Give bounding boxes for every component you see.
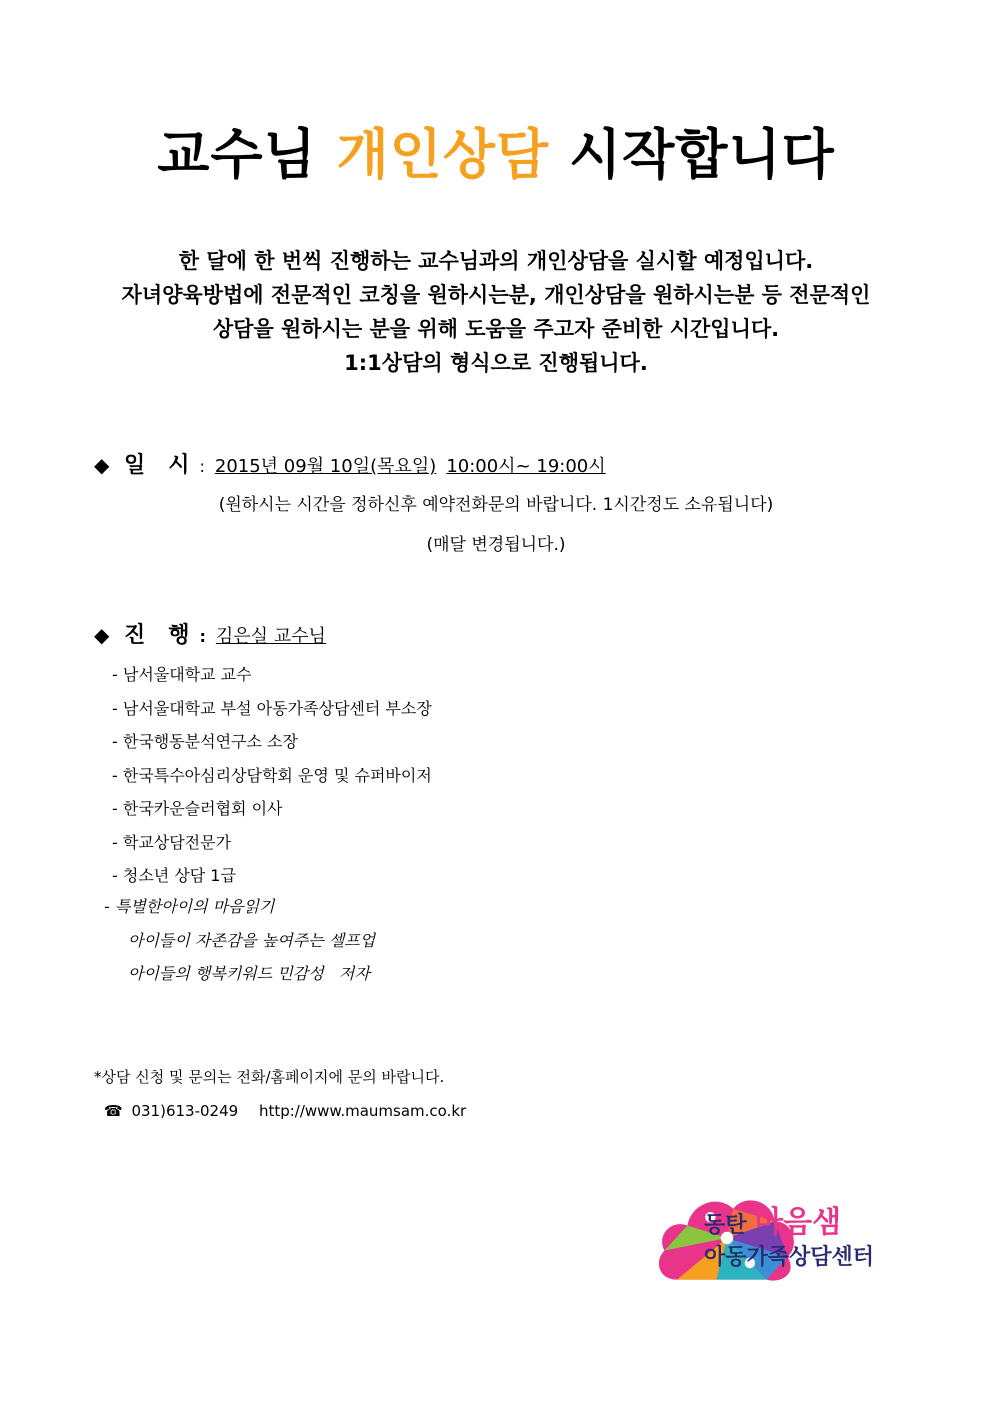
list-item: - 남서울대학교 부설 아동가족상담센터 부소장 <box>112 698 432 718</box>
host-heading <box>94 618 326 649</box>
credential-list <box>112 658 432 893</box>
schedule-heading <box>94 448 606 479</box>
list-item: - 청소년 상담 1급 <box>112 866 236 885</box>
intro-line: 1:1상담의 형식으로 진행됩니다. <box>344 351 648 375</box>
list-item: 아이들이 자존감을 높여주는 셀프업 <box>128 930 376 950</box>
intro-line: 자녀양육방법에 전문적인 코칭을 원하시는분, 개인상담을 원하시는분 등 전문적인 <box>121 283 871 307</box>
schedule-separator: : <box>199 457 205 476</box>
host-label: 진 행 <box>124 623 190 648</box>
schedule-date: 2015년 09월 10일(목요일) <box>214 456 437 477</box>
list-item: - 한국특수아심리상담학회 운영 및 슈퍼바이저 <box>112 765 432 785</box>
homepage-link[interactable]: http://www.maumsam.co.kr <box>258 1102 467 1120</box>
list-item: 아이들의 행복키워드 민감성 저자 <box>128 964 370 983</box>
title-accent: 개인상담 <box>336 123 550 186</box>
title-part2: 시작합니다 <box>568 123 835 186</box>
logo-city: 동탄 <box>704 1213 755 1238</box>
diamond-bullet-icon: ◆ <box>94 453 110 477</box>
host-name: 김은실 교수님 <box>215 626 326 647</box>
intro-paragraph <box>60 244 932 380</box>
contact-footer <box>94 1060 466 1128</box>
logo-brand: 마음샘 <box>754 1205 842 1240</box>
schedule-label: 일 시 <box>124 453 190 478</box>
inquiry-text: *상담 신청 및 문의는 전화/홈페이지에 문의 바랍니다. <box>94 1068 445 1086</box>
diamond-bullet-icon: ◆ <box>94 623 110 647</box>
contact-line <box>94 1094 466 1128</box>
logo-subtitle: 아동가족상담센터 <box>704 1245 875 1270</box>
list-item: - 한국행동분석연구소 소장 <box>112 732 298 751</box>
schedule-time: 10:00시~ 19:00시 <box>446 456 606 477</box>
host-separator: : <box>199 627 206 646</box>
book-list <box>104 890 375 991</box>
intro-line: 상담을 원하시는 분을 위해 도움을 주고자 준비한 시간입니다. <box>212 317 780 341</box>
telephone-icon: ☎ <box>104 1102 123 1120</box>
schedule-note: (원하시는 시간을 정하신후 예약전화문의 바랍니다. 1시간정도 소유됩니다) <box>218 495 774 515</box>
page-title <box>0 112 992 189</box>
logo-name <box>704 1197 841 1241</box>
list-item: - 남서울대학교 교수 <box>112 665 252 684</box>
schedule-note-monthly: (매달 변경됩니다.) <box>426 535 566 555</box>
title-part1: 교수님 <box>157 123 317 186</box>
phone-number: 031)613-0249 <box>131 1102 239 1120</box>
intro-line: 한 달에 한 번씩 진행하는 교수님과의 개인상담을 실시할 예정입니다. <box>178 249 814 273</box>
list-item: - 한국카운슬러협회 이사 <box>112 799 283 818</box>
list-item: - 학교상담전문가 <box>112 832 232 852</box>
list-item: - 특별한아이의 마음읽기 <box>104 897 275 916</box>
